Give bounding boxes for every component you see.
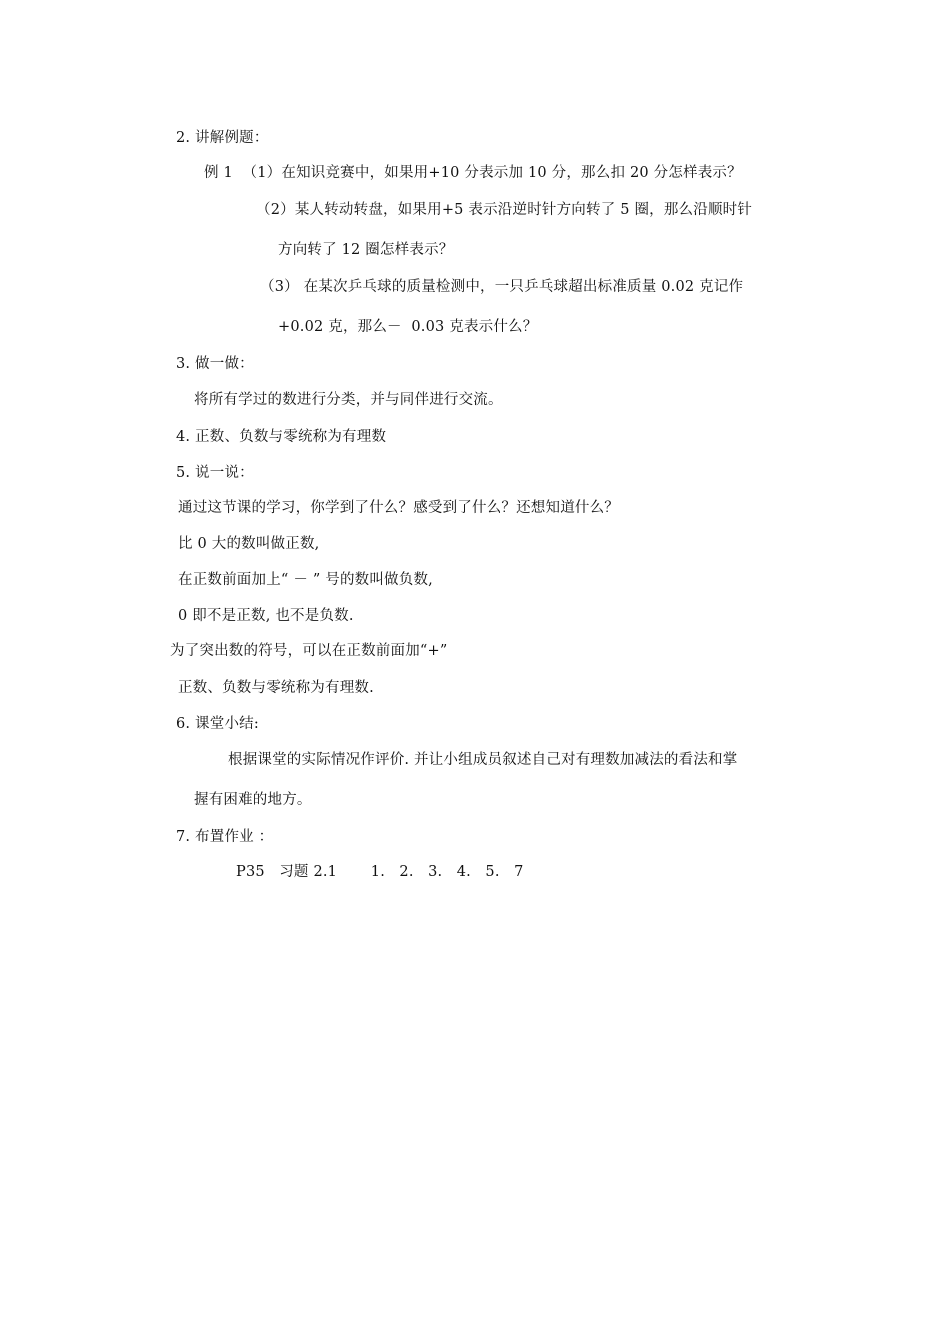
section-6-heading: 6. 课堂小结: xyxy=(176,716,259,732)
section-5-question: 通过这节课的学习，你学到了什么？感受到了什么？还想知道什么？ xyxy=(178,500,619,516)
section-3-heading: 3. 做一做： xyxy=(176,356,254,372)
example-1-part-3-line-1: （3） 在某次乒乓球的质量检测中，一只乒乓球超出标准质量 0.02 克记作 xyxy=(260,279,744,295)
section-3-text: 将所有学过的数进行分类，并与同伴进行交流。 xyxy=(194,392,503,408)
section-2-heading: 2. 讲解例题： xyxy=(176,130,269,146)
definition-negative: 在正数前面加上“ － ” 号的数叫做负数, xyxy=(178,572,433,588)
example-1-part-3-line-2: +0.02 克，那么－ 0.03 克表示什么？ xyxy=(278,319,538,335)
example-1-part-2-line-2: 方向转了 12 圈怎样表示？ xyxy=(278,242,454,258)
definition-positive: 比 0 大的数叫做正数, xyxy=(178,536,320,552)
sign-note: 为了突出数的符号，可以在正数前面加“+” xyxy=(170,643,448,659)
section-4-heading: 4. 正数、负数与零统称为有理数 xyxy=(176,429,387,445)
section-5-heading: 5. 说一说： xyxy=(176,465,254,481)
definition-zero: 0 即不是正数, 也不是负数. xyxy=(178,608,354,624)
section-6-text-line-1: 根据课堂的实际情况作评价. 并让小组成员叙述自己对有理数加减法的看法和掌 xyxy=(228,752,738,768)
example-1-part-2-line-1: （2）某人转动转盘，如果用+5 表示沿逆时针方向转了 5 圈，那么沿顺时针 xyxy=(256,202,753,218)
homework-assignment: P35 习题 2.1 1. 2. 3. 4. 5. 7 xyxy=(236,864,524,880)
rational-summary: 正数、负数与零统称为有理数. xyxy=(178,680,374,696)
section-7-heading: 7. 布置作业 ： xyxy=(176,829,274,845)
section-6-text-line-2: 握有困难的地方。 xyxy=(194,792,312,808)
example-1-part-1: 例 1 （1）在知识竞赛中，如果用+10 分表示加 10 分，那么扣 20 分怎样表示？ xyxy=(204,165,742,181)
